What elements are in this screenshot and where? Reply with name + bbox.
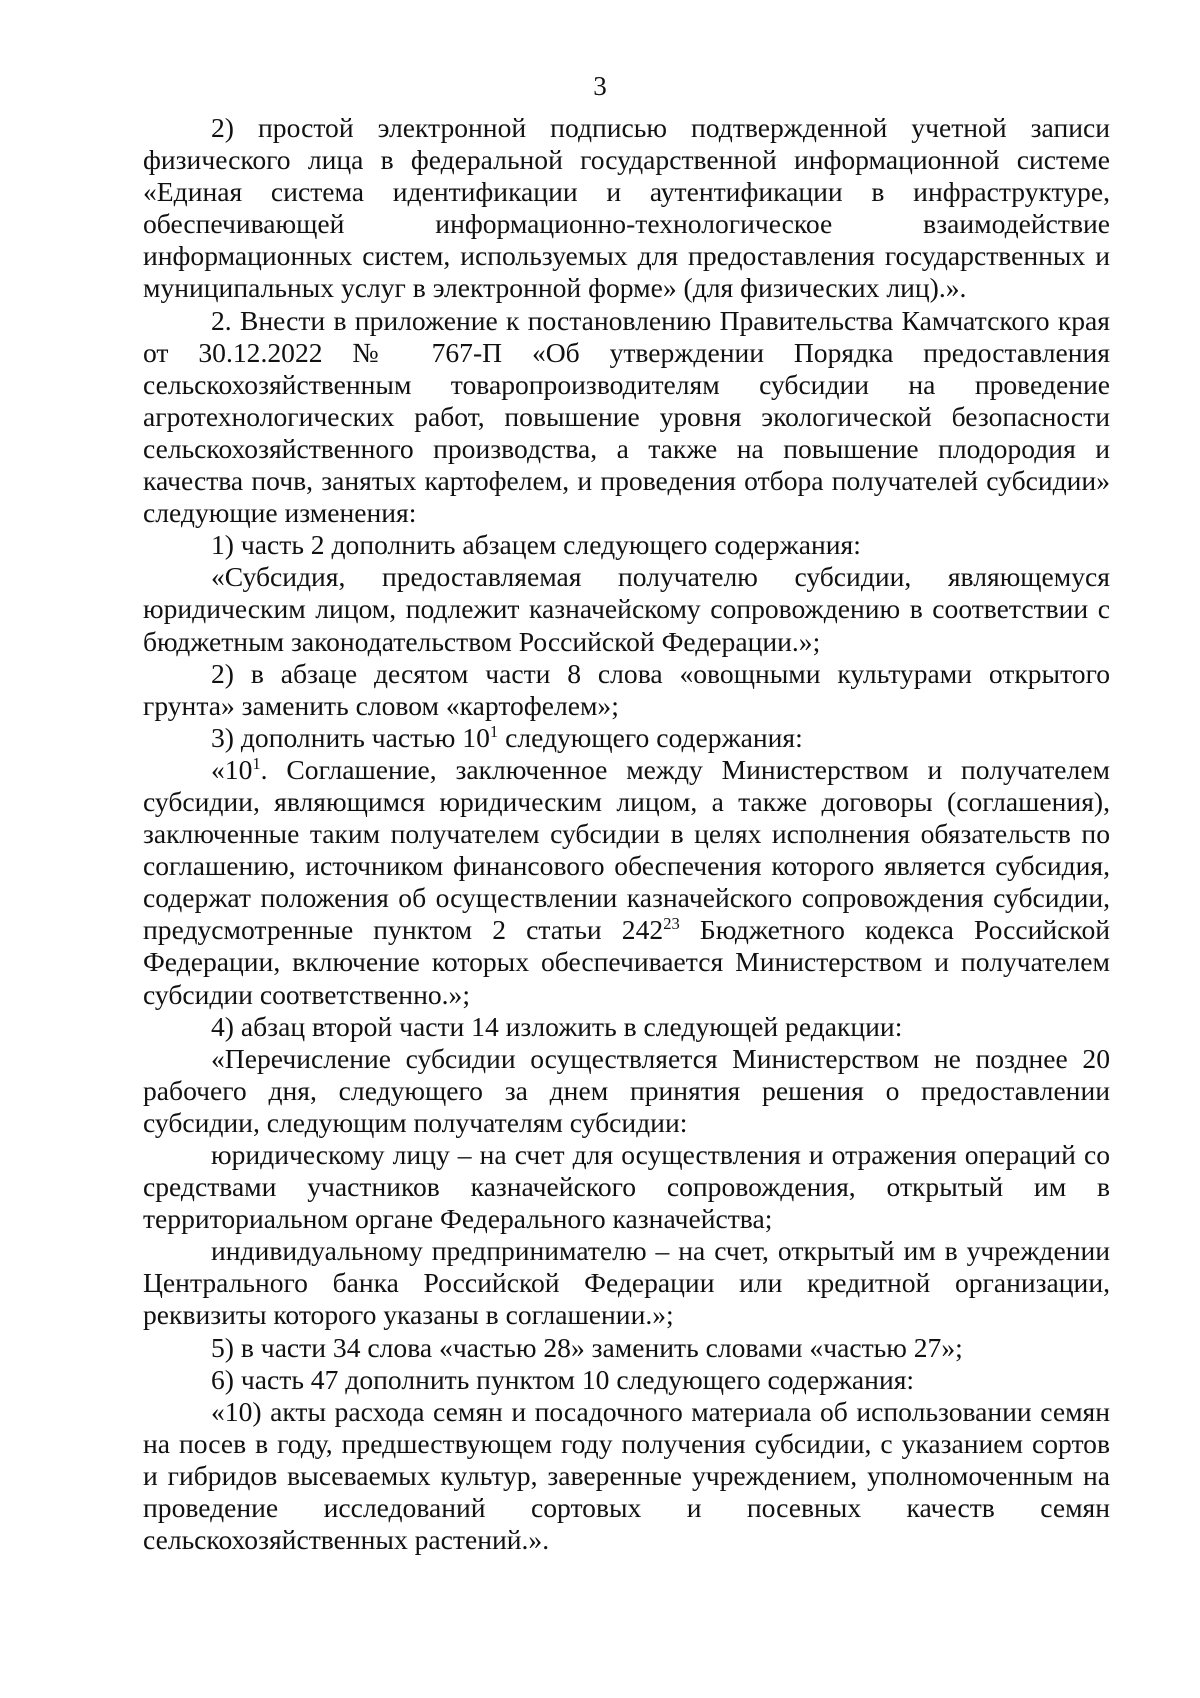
paragraph-7-sup1: 1 [252, 753, 261, 773]
paragraph-5: 2) в абзаце десятом части 8 слова «овощными культурами открытого грунта» заменить словом «картофелем»; [143, 657, 1110, 721]
paragraph-11: индивидуальному предпринимателю – на счет, открытый им в учреждении Центрального банка Российской Федерации или кредитной организации, реквизиты которого указаны в соглашении.»; [143, 1235, 1110, 1331]
paragraph-4: «Субсидия, предоставляемая получателю субсидии, являющемуся юридическим лицом, подлежит казначейскому сопровождению в соответствии с бюджетным законодательством Российской Федерации.»; [143, 561, 1110, 657]
paragraph-10: юридическому лицу – на счет для осуществления и отражения операций со средствами участников казначейского сопровождения, открытый им в территориальном органе Федерального казначейства; [143, 1139, 1110, 1235]
paragraph-3: 1) часть 2 дополнить абзацем следующего содержания: [211, 529, 861, 561]
paragraph-6 [143, 722, 1110, 754]
paragraph-7-after: Бюджетного кодекса Российской Федерации, включение которых обеспечивается Министерством и получателем субсидии соответственно.»; [143, 914, 1111, 1010]
paragraph-7-sup2: 23 [663, 914, 680, 934]
paragraph-6-after: следующего содержания: [498, 721, 803, 753]
paragraph-6-sup: 1 [489, 721, 499, 741]
paragraph-7-middle: . Соглашение, заключенное между Министерством и получателем субсидии, являющимся юридическим лицом, а также договоры (соглашения), заключенные таким получателем субсидии в целях исполнения обязательств по соглашению, источником финансового обеспечения которого является субсидия, содержат положения об осуществлении казначейского сопровождения субсидии, предусмотренные пунктом 2 статьи 242 [143, 753, 1110, 946]
paragraph-9: «Перечисление субсидии осуществляется Министерством не позднее 20 рабочего дня, следующего за днем принятия решения о предоставлении субсидии, следующим получателям субсидии: [143, 1042, 1110, 1138]
paragraph-6-before: 3) дополнить частью 10 [211, 721, 490, 753]
paragraph-13: 6) часть 47 дополнить пунктом 10 следующего содержания: [211, 1363, 915, 1395]
paragraph-8: 4) абзац второй части 14 изложить в следующей редакции: [211, 1010, 903, 1042]
paragraph-7-before: «10 [211, 753, 253, 785]
paragraph-7 [143, 754, 1110, 1011]
paragraph-1: 2) простой электронной подписью подтвержденной учетной записи физического лица в федеральной государственной информационной системе «Единая система идентификации и аутентификации в инфраструктуре, обеспечивающей информационно-технологическое взаимодействие информационных систем, используемых для предоставления государственных и муниципальных услуг в электронной форме» (для физических лиц).». [143, 112, 1110, 304]
page-number: 3 [593, 71, 607, 101]
paragraph-14: «10) акты расхода семян и посадочного материала об использовании семян на посев в году, предшествующем году получения субсидии, с указанием сортов и гибридов высеваемых культур, заверенные учреждением, уполномоченным на проведение исследований сортовых и посевных качеств семян сельскохозяйственных растений.». [143, 1395, 1110, 1556]
paragraph-12: 5) в части 34 слова «частью 28» заменить словами «частью 27»; [211, 1331, 963, 1363]
paragraph-2: 2. Внести в приложение к постановлению Правительства Камчатского края от 30.12.2022 № 767-П «Об утверждении Порядка предоставления сельскохозяйственным товаропроизводителям субсидии на проведение агротехнологических работ, повышение уровня экологической безопасности сельскохозяйственного производства, а также на повышение плодородия и качества почв, занятых картофелем, и проведения отбора получателей субсидии» следующие изменения: [143, 304, 1110, 529]
document-body [143, 112, 1110, 1556]
